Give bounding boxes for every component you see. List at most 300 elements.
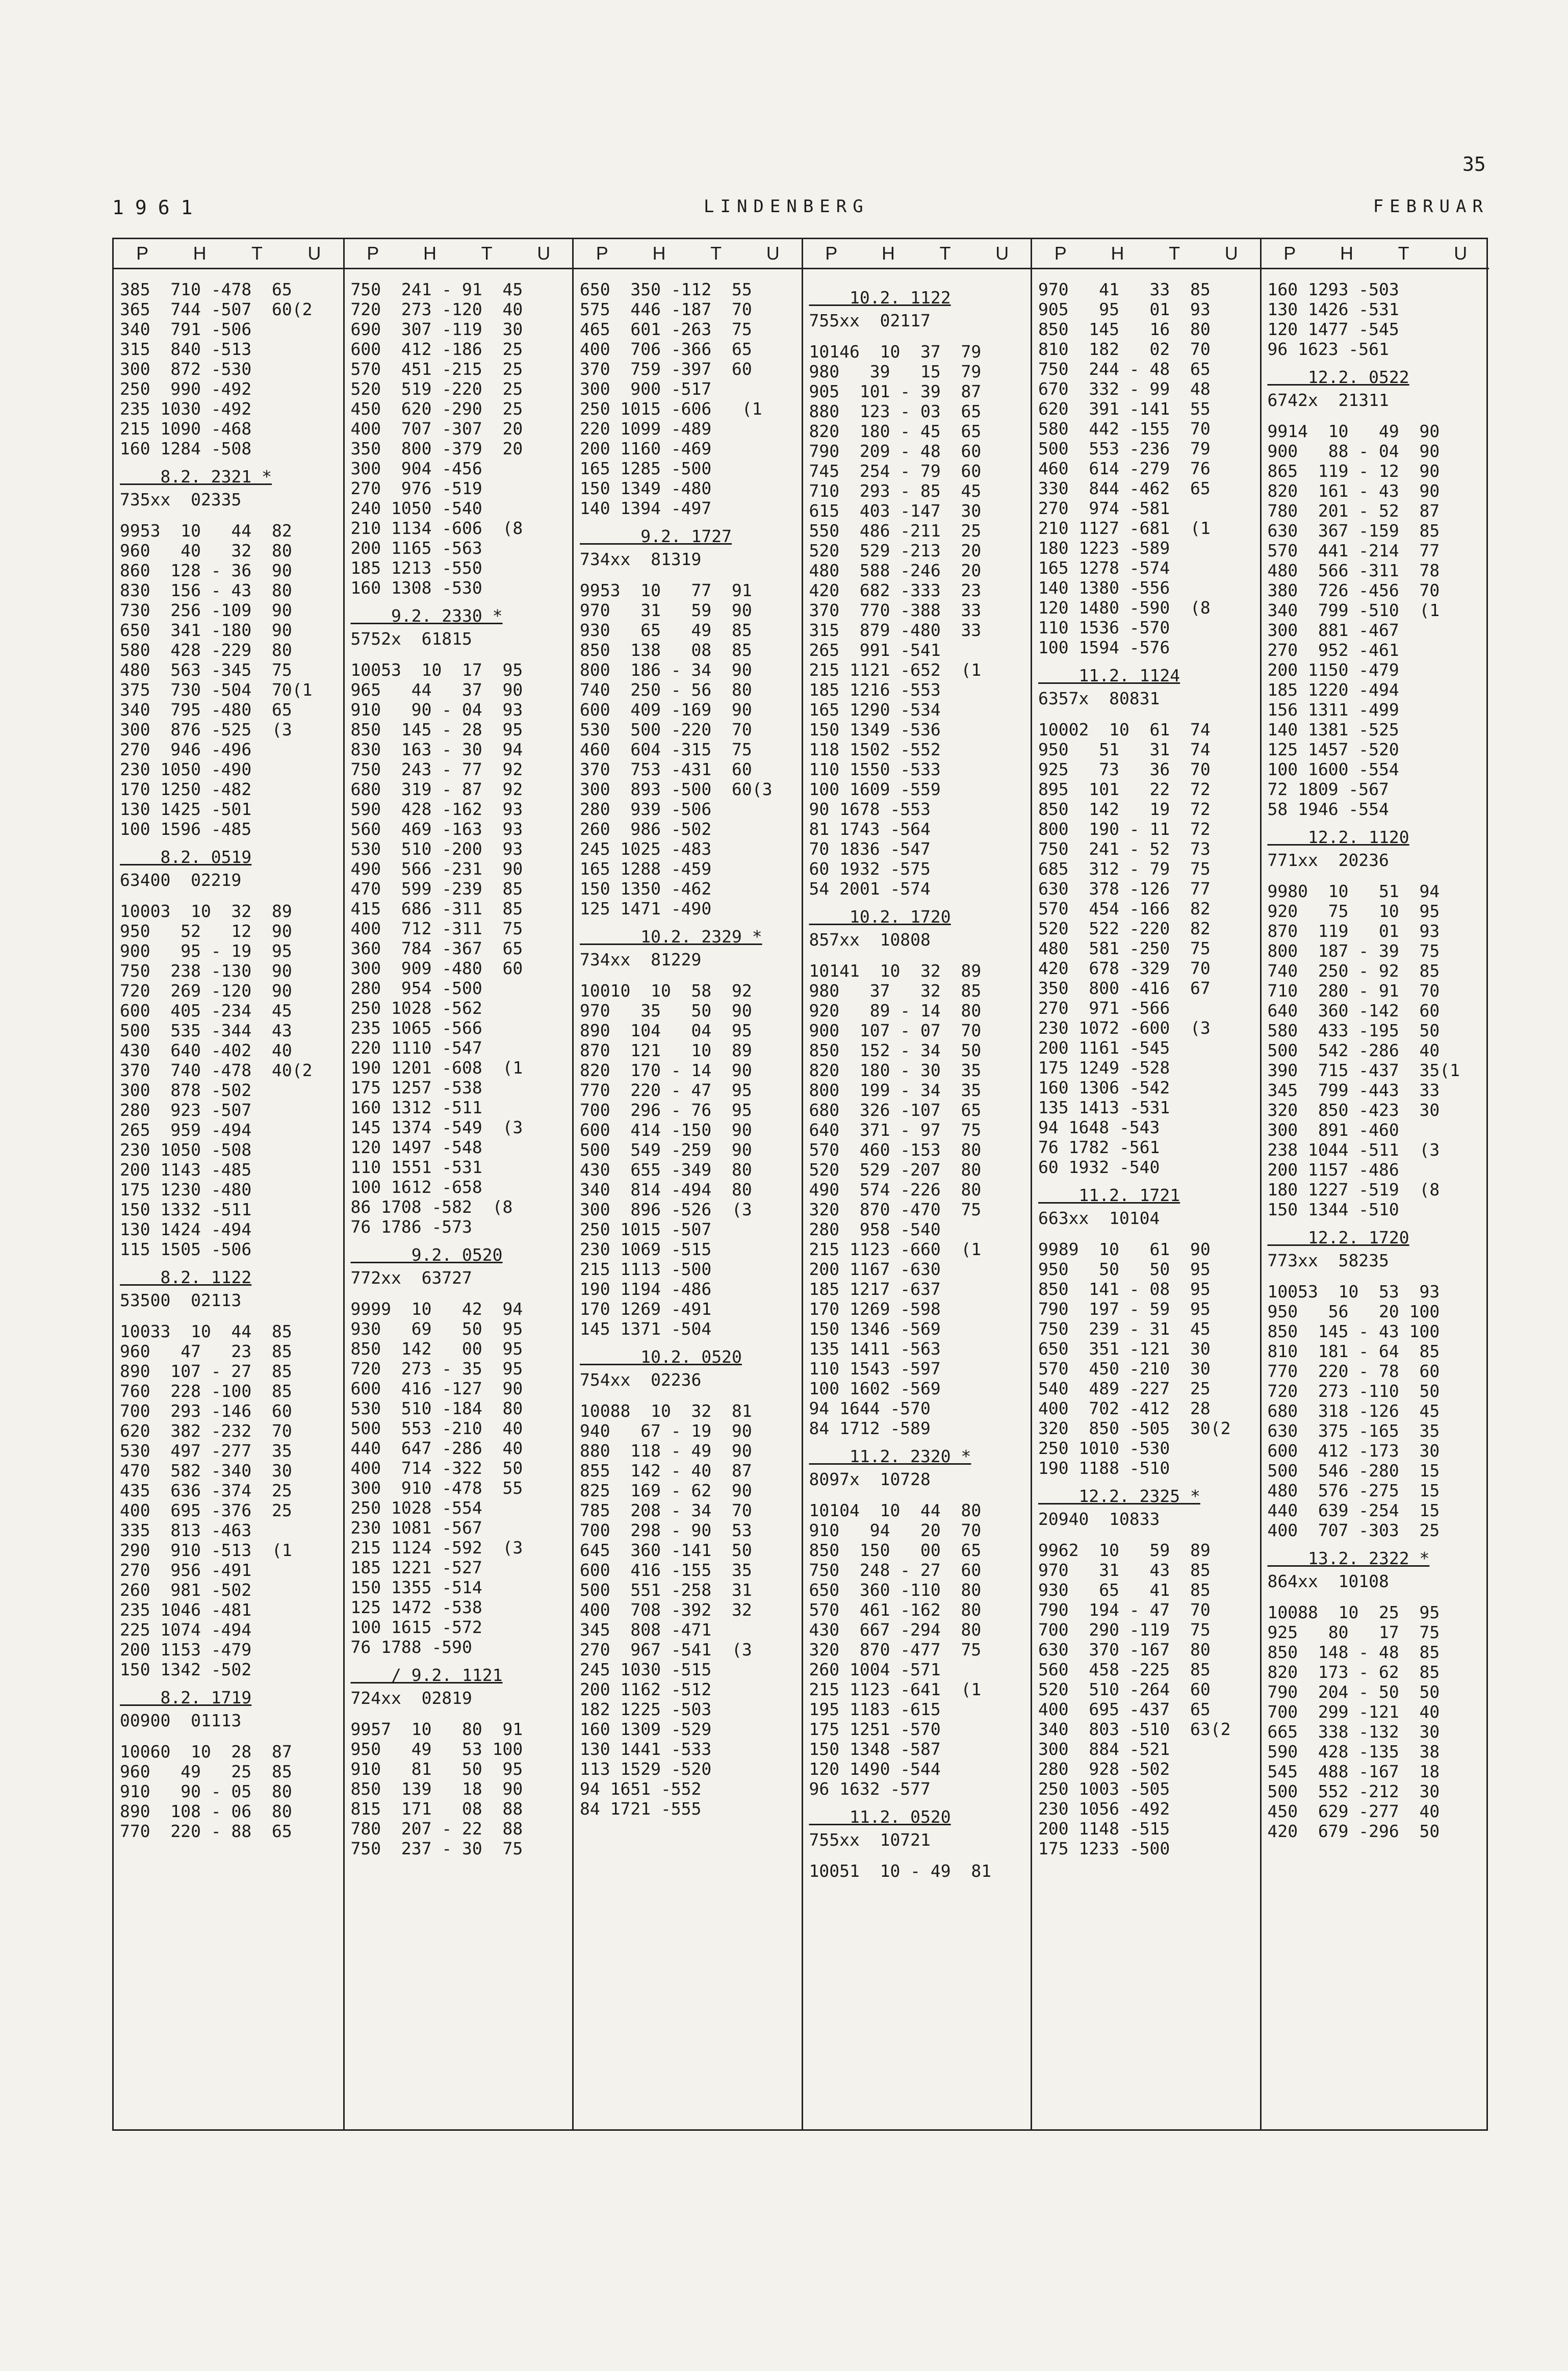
table-row: 500 553 -210 40 [350, 1418, 523, 1438]
table-row: 200 1157 -486 [1267, 1160, 1399, 1180]
table-row: 315 879 -480 33 [809, 620, 982, 640]
sounding-title: / 9.2. 1121 [350, 1665, 503, 1685]
table-row: 850 141 - 08 95 [1038, 1279, 1211, 1299]
table-row: 250 1028 -554 [350, 1498, 482, 1518]
sounding-title: 10.2. 1122 [809, 288, 951, 308]
table-row: 9957 10 80 91 [350, 1719, 523, 1739]
sounding-station-code: 864xx 10108 [1267, 1571, 1389, 1591]
table-row: 94 1651 -552 [580, 1779, 702, 1799]
table-row: 850 145 - 28 95 [350, 720, 523, 740]
column-header-label: U [995, 243, 1009, 264]
table-row: 300 909 -480 60 [350, 958, 523, 978]
column-header-label: H [1340, 243, 1353, 264]
table-row: 10003 10 32 89 [120, 901, 292, 921]
column-body [803, 269, 1031, 1881]
table-row: 850 138 08 85 [580, 640, 752, 660]
column-header [803, 239, 1031, 269]
sounding-block [351, 279, 573, 598]
table-row: 860 128 - 36 90 [120, 560, 292, 580]
table-row: 220 1099 -489 [580, 419, 712, 439]
table-row: 520 522 -220 82 [1038, 919, 1211, 938]
table-row: 10060 10 28 87 [120, 1742, 292, 1762]
table-row: 950 52 12 90 [120, 921, 292, 941]
table-row: 210 1127 -681 (1 [1038, 518, 1211, 538]
table-row: 390 715 -437 35(1 [1267, 1060, 1460, 1080]
table-row: 10146 10 37 79 [809, 342, 982, 362]
table-row: 9962 10 59 89 [1038, 1540, 1211, 1560]
column-header-label: U [1454, 243, 1468, 264]
table-row: 10053 10 53 93 [1267, 1282, 1440, 1302]
table-row: 58 1946 -554 [1267, 799, 1389, 819]
table-row: 230 1056 -492 [1038, 1799, 1170, 1819]
table-row: 440 647 -286 40 [350, 1438, 523, 1458]
table-row: 685 312 - 79 75 [1038, 859, 1211, 879]
table-row: 300 904 -456 [350, 458, 482, 478]
table-row: 94 1644 -570 [809, 1398, 931, 1418]
column-header-label: T [481, 243, 493, 264]
table-row: 400 707 -303 25 [1267, 1520, 1440, 1540]
table-row: 320 870 -477 75 [809, 1640, 982, 1660]
table-row: 980 37 32 85 [809, 981, 982, 1001]
column-header-label: T [939, 243, 951, 264]
table-row: 950 49 53 100 [350, 1739, 523, 1759]
table-row: 140 1380 -556 [1038, 578, 1170, 598]
table-row: 230 1050 -490 [120, 759, 252, 779]
table-row: 580 442 -155 70 [1038, 419, 1211, 439]
table-row: 182 1225 -503 [580, 1699, 712, 1719]
table-row: 200 1161 -545 [1038, 1038, 1170, 1058]
table-row: 76 1788 -590 [350, 1637, 472, 1657]
table-row: 200 1167 -630 [809, 1259, 941, 1279]
table-row: 215 1123 -660 (1 [809, 1239, 982, 1259]
table-row: 120 1497 -548 [350, 1137, 482, 1157]
table-row: 120 1480 -590 (8 [1038, 598, 1211, 618]
table-row: 960 47 23 85 [120, 1341, 292, 1361]
column-header-label: H [1111, 243, 1124, 264]
table-row: 300 884 -521 [1038, 1739, 1170, 1759]
table-row: 250 1003 -505 [1038, 1779, 1170, 1799]
table-row: 930 65 49 85 [580, 620, 752, 640]
table-row: 185 1217 -637 [809, 1279, 941, 1299]
table-row: 905 101 - 39 87 [809, 381, 982, 401]
column-header [1032, 239, 1260, 269]
column-header-label: U [537, 243, 551, 264]
table-row: 370 740 -478 40(2 [120, 1060, 313, 1080]
table-row: 790 204 - 50 50 [1267, 1682, 1440, 1702]
table-row: 76 1786 -573 [350, 1217, 472, 1237]
table-row: 420 678 -329 70 [1038, 958, 1211, 978]
sounding-title: 12.2. 2325 * [1038, 1486, 1200, 1506]
table-row: 300 910 -478 55 [350, 1478, 523, 1498]
column-header-label: P [1054, 243, 1067, 264]
table-row: 215 1124 -592 (3 [350, 1538, 523, 1558]
table-row: 270 967 -541 (3 [580, 1640, 752, 1660]
table-column [343, 239, 573, 2129]
sounding-title: 10.2. 0520 [580, 1347, 742, 1367]
table-row: 790 197 - 59 95 [1038, 1299, 1211, 1319]
column-header [574, 239, 802, 269]
table-row: 280 928 -502 [1038, 1759, 1170, 1779]
sounding-title: 8.2. 0519 [120, 847, 252, 867]
table-row: 320 870 -470 75 [809, 1200, 982, 1219]
table-row: 460 614 -279 76 [1038, 458, 1211, 478]
sounding-station-code: 754xx 02236 [580, 1370, 702, 1390]
table-row: 135 1413 -531 [1038, 1098, 1170, 1117]
table-row: 350 800 -379 20 [350, 439, 523, 458]
table-row: 110 1543 -597 [809, 1359, 941, 1379]
table-row: 770 220 - 78 60 [1267, 1361, 1440, 1381]
table-row: 800 190 - 11 72 [1038, 819, 1211, 839]
table-row: 880 123 - 03 65 [809, 401, 982, 421]
table-row: 225 1074 -494 [120, 1620, 252, 1640]
table-row: 190 1194 -486 [580, 1279, 712, 1299]
table-row: 560 469 -163 93 [350, 819, 523, 839]
table-row: 750 241 - 52 73 [1038, 839, 1211, 859]
table-row: 820 180 - 30 35 [809, 1060, 982, 1080]
table-row: 300 893 -500 60(3 [580, 779, 773, 799]
column-header-label: P [136, 243, 149, 264]
sounding-block [1038, 279, 1260, 657]
table-row: 200 1162 -512 [580, 1679, 712, 1699]
table-row: 260 981 -502 [120, 1580, 252, 1600]
table-row: 620 382 -232 70 [120, 1421, 292, 1441]
table-row: 300 896 -526 (3 [580, 1200, 752, 1219]
table-row: 175 1257 -538 [350, 1078, 482, 1098]
table-row: 9980 10 51 94 [1267, 881, 1440, 901]
table-row: 96 1623 -561 [1267, 339, 1389, 359]
table-row: 870 119 01 93 [1267, 921, 1440, 941]
table-row: 340 803 -510 63(2 [1038, 1719, 1231, 1739]
table-row: 590 428 -135 38 [1267, 1742, 1440, 1762]
table-row: 185 1220 -494 [1267, 680, 1399, 700]
table-row: 280 954 -500 [350, 978, 482, 998]
table-row: 750 248 - 27 60 [809, 1560, 982, 1580]
table-row: 200 1153 -479 [120, 1640, 252, 1660]
table-row: 140 1394 -497 [580, 498, 712, 518]
sounding-title: 10.2. 1720 [809, 907, 951, 927]
sounding-station-code: 53500 02113 [120, 1290, 242, 1310]
table-row: 230 1050 -508 [120, 1140, 252, 1160]
table-row: 470 582 -340 30 [120, 1461, 292, 1481]
table-row: 340 799 -510 (1 [1267, 600, 1440, 620]
table-row: 96 1632 -577 [809, 1779, 931, 1799]
table-row: 110 1536 -570 [1038, 618, 1170, 638]
table-row: 920 75 10 95 [1267, 901, 1440, 921]
sounding-station-code: 663xx 10104 [1038, 1208, 1160, 1228]
sounding-block [809, 286, 1031, 899]
table-row: 320 850 -423 30 [1267, 1100, 1440, 1120]
table-row: 500 553 -236 79 [1038, 439, 1211, 458]
table-row: 120 1477 -545 [1267, 319, 1399, 339]
table-row: 820 173 - 62 85 [1267, 1662, 1440, 1682]
sounding-title: 10.2. 2329 * [580, 927, 762, 947]
sounding-station-code: 20940 10833 [1038, 1509, 1160, 1529]
table-row: 380 726 -456 70 [1267, 580, 1440, 600]
table-row: 570 461 -162 80 [809, 1600, 982, 1620]
table-row: 785 208 - 34 70 [580, 1500, 752, 1520]
table-row: 820 161 - 43 90 [1267, 481, 1440, 501]
table-column [572, 239, 802, 2129]
table-row: 800 186 - 34 90 [580, 660, 752, 680]
table-row: 400 695 -376 25 [120, 1500, 292, 1520]
table-row: 245 1030 -515 [580, 1660, 712, 1679]
table-row: 110 1550 -533 [809, 759, 941, 779]
table-row: 175 1233 -500 [1038, 1839, 1170, 1858]
sounding-block [351, 1663, 573, 1858]
table-row: 345 799 -443 33 [1267, 1080, 1440, 1100]
sounding-block [120, 845, 343, 1259]
column-header-label: P [596, 243, 608, 264]
table-row: 480 588 -246 20 [809, 560, 982, 580]
table-row: 925 73 36 70 [1038, 759, 1211, 779]
sounding-title: 12.2. 0522 [1267, 367, 1409, 387]
table-row: 150 1349 -480 [580, 478, 712, 498]
table-row: 850 142 00 95 [350, 1339, 523, 1359]
table-row: 118 1502 -552 [809, 740, 941, 759]
table-row: 590 428 -162 93 [350, 799, 523, 819]
table-row: 200 1143 -485 [120, 1160, 252, 1180]
sounding-station-code: 771xx 20236 [1267, 850, 1389, 870]
table-row: 620 391 -141 55 [1038, 399, 1211, 419]
table-row: 970 31 59 90 [580, 600, 752, 620]
table-row: 550 486 -211 25 [809, 521, 982, 541]
table-row: 650 350 -112 55 [580, 279, 752, 299]
table-row: 480 563 -345 75 [120, 660, 292, 680]
table-row: 175 1251 -570 [809, 1719, 941, 1739]
column-header-label: H [652, 243, 666, 264]
sounding-station-code: 734xx 81229 [580, 950, 702, 970]
table-row: 290 910 -513 (1 [120, 1540, 292, 1560]
table-row: 150 1344 -510 [1267, 1200, 1399, 1219]
table-row: 10104 10 44 80 [809, 1500, 982, 1520]
table-row: 430 655 -349 80 [580, 1160, 752, 1180]
table-row: 330 844 -462 65 [1038, 478, 1211, 498]
page-number: 35 [1462, 153, 1486, 175]
sounding-block [1038, 1183, 1260, 1478]
table-row: 750 238 -130 90 [120, 961, 292, 981]
table-row: 960 40 32 80 [120, 541, 292, 560]
sounding-title: 9.2. 2330 * [350, 606, 503, 626]
table-row: 520 529 -207 80 [809, 1160, 982, 1180]
table-row: 800 199 - 34 35 [809, 1080, 982, 1100]
table-row: 100 1600 -554 [1267, 759, 1399, 779]
table-row: 480 566 -311 78 [1267, 560, 1440, 580]
table-row: 300 878 -502 [120, 1080, 252, 1100]
column-header-label: T [1398, 243, 1409, 264]
table-row: 185 1213 -550 [350, 558, 482, 578]
table-row: 435 636 -374 25 [120, 1481, 292, 1500]
table-row: 890 108 - 06 80 [120, 1801, 292, 1821]
table-row: 270 956 -491 [120, 1560, 252, 1580]
table-row: 545 488 -167 18 [1267, 1762, 1440, 1781]
sounding-station-code: 8097x 10728 [809, 1469, 931, 1489]
table-row: 156 1311 -499 [1267, 700, 1399, 720]
table-row: 84 1721 -555 [580, 1799, 702, 1819]
table-row: 385 710 -478 65 [120, 279, 292, 299]
sounding-station-code: 724xx 02819 [350, 1688, 472, 1708]
column-header-label: T [1169, 243, 1180, 264]
table-row: 850 139 18 90 [350, 1779, 523, 1799]
table-row: 920 89 - 14 80 [809, 1001, 982, 1021]
table-row: 720 273 -110 50 [1267, 1381, 1440, 1401]
table-row: 690 307 -119 30 [350, 319, 523, 339]
table-row: 740 250 - 92 85 [1267, 961, 1440, 981]
table-row: 910 90 - 05 80 [120, 1781, 292, 1801]
sounding-block [580, 925, 802, 1339]
table-row: 10088 10 25 95 [1267, 1602, 1440, 1622]
column-header-label: U [1224, 243, 1238, 264]
table-row: 500 551 -258 31 [580, 1580, 752, 1600]
table-row: 810 181 - 64 85 [1267, 1341, 1440, 1361]
table-row: 76 1782 -561 [1038, 1137, 1160, 1157]
table-row: 520 519 -220 25 [350, 379, 523, 399]
column-header-label: H [881, 243, 895, 264]
sounding-station-code: 00900 01113 [120, 1711, 242, 1730]
sounding-title: 13.2. 2322 * [1267, 1548, 1430, 1568]
sounding-block [351, 604, 573, 1237]
table-row: 140 1381 -525 [1267, 720, 1399, 740]
table-row: 10053 10 17 95 [350, 660, 523, 680]
sounding-station-code: 6742x 21311 [1267, 390, 1389, 410]
table-row: 670 332 - 99 48 [1038, 379, 1211, 399]
table-row: 10033 10 44 85 [120, 1321, 292, 1341]
table-row: 270 974 -581 [1038, 498, 1170, 518]
table-row: 300 900 -517 [580, 379, 712, 399]
table-row: 830 156 - 43 80 [120, 580, 292, 600]
column-header-label: P [1283, 243, 1296, 264]
table-row: 190 1188 -510 [1038, 1458, 1170, 1478]
sounding-station-code: 755xx 10721 [809, 1830, 931, 1850]
table-row: 250 990 -492 [120, 379, 252, 399]
table-row: 570 451 -215 25 [350, 359, 523, 379]
column-body [574, 269, 802, 1819]
table-row: 260 986 -502 [580, 819, 712, 839]
table-row: 490 574 -226 80 [809, 1180, 982, 1200]
column-header [114, 239, 343, 269]
table-row: 190 1201 -608 (1 [350, 1058, 523, 1078]
table-row: 400 706 -366 65 [580, 339, 752, 359]
sounding-table [112, 238, 1488, 2131]
table-row: 680 318 -126 45 [1267, 1401, 1440, 1421]
table-row: 800 187 - 39 75 [1267, 941, 1440, 961]
sounding-title: 11.2. 0520 [809, 1807, 951, 1827]
table-row: 113 1529 -520 [580, 1759, 712, 1779]
table-row: 9914 10 49 90 [1267, 421, 1440, 441]
sounding-station-code: 755xx 02117 [809, 311, 931, 330]
table-row: 850 148 - 48 85 [1267, 1642, 1440, 1662]
table-row: 170 1250 -482 [120, 779, 252, 799]
table-row: 530 497 -277 35 [120, 1441, 292, 1461]
table-row: 570 454 -166 82 [1038, 899, 1211, 919]
table-row: 265 959 -494 [120, 1120, 252, 1140]
sounding-block [809, 1444, 1031, 1799]
table-row: 72 1809 -567 [1267, 779, 1389, 799]
table-row: 460 604 -315 75 [580, 740, 752, 759]
table-row: 700 296 - 76 95 [580, 1100, 752, 1120]
sounding-block [120, 1265, 343, 1679]
table-row: 100 1602 -569 [809, 1379, 941, 1398]
table-row: 500 552 -212 30 [1267, 1781, 1440, 1801]
table-row: 600 412 -186 25 [350, 339, 523, 359]
sounding-station-code: 735xx 02335 [120, 490, 242, 509]
table-row: 375 730 -504 70(1 [120, 680, 313, 700]
table-row: 480 581 -250 75 [1038, 938, 1211, 958]
table-row: 360 784 -367 65 [350, 938, 523, 958]
table-row: 810 182 02 70 [1038, 339, 1211, 359]
table-row: 575 446 -187 70 [580, 299, 752, 319]
table-row: 110 1551 -531 [350, 1157, 482, 1177]
table-row: 125 1472 -538 [350, 1597, 482, 1617]
table-row: 160 1312 -511 [350, 1098, 482, 1117]
table-row: 185 1216 -553 [809, 680, 941, 700]
table-row: 600 414 -150 90 [580, 1120, 752, 1140]
table-row: 490 566 -231 90 [350, 859, 523, 879]
table-row: 150 1342 -502 [120, 1660, 252, 1679]
table-row: 970 35 50 90 [580, 1001, 752, 1021]
table-row: 180 1227 -519 (8 [1267, 1180, 1440, 1200]
table-row: 905 95 01 93 [1038, 299, 1211, 319]
table-row: 86 1708 -582 (8 [350, 1197, 513, 1217]
table-row: 160 1293 -503 [1267, 279, 1399, 299]
table-row: 160 1309 -529 [580, 1719, 712, 1739]
table-row: 950 51 31 74 [1038, 740, 1211, 759]
table-row: 430 640 -402 40 [120, 1040, 292, 1060]
table-row: 84 1712 -589 [809, 1418, 931, 1438]
column-body [1032, 269, 1260, 1858]
table-row: 160 1308 -530 [350, 578, 482, 598]
sounding-block [1268, 365, 1489, 819]
sounding-block [1038, 664, 1260, 1177]
page-header [112, 196, 1489, 222]
table-row: 120 1490 -544 [809, 1759, 941, 1779]
table-row: 700 293 -146 60 [120, 1401, 292, 1421]
table-row: 300 872 -530 [120, 359, 252, 379]
table-row: 145 1371 -504 [580, 1319, 712, 1339]
table-row: 500 549 -259 90 [580, 1140, 752, 1160]
table-row: 710 280 - 91 70 [1267, 981, 1440, 1001]
table-row: 480 576 -275 15 [1267, 1481, 1440, 1500]
column-body [345, 269, 573, 1858]
table-row: 730 256 -109 90 [120, 600, 292, 620]
sounding-title: 11.2. 2320 * [809, 1446, 971, 1466]
sounding-title: 8.2. 1122 [120, 1267, 252, 1287]
table-row: 630 370 -167 80 [1038, 1640, 1211, 1660]
column-body [1262, 269, 1489, 1841]
table-row: 130 1426 -531 [1267, 299, 1399, 319]
table-row: 910 94 20 70 [809, 1520, 982, 1540]
header-month: FEBRUAR [1373, 196, 1489, 217]
table-row: 370 770 -388 33 [809, 600, 982, 620]
table-row: 9953 10 77 91 [580, 580, 752, 600]
table-row: 680 326 -107 65 [809, 1100, 982, 1120]
table-row: 780 207 - 22 88 [350, 1819, 523, 1839]
table-row: 700 299 -121 40 [1267, 1702, 1440, 1722]
table-row: 10002 10 61 74 [1038, 720, 1211, 740]
table-row: 650 341 -180 90 [120, 620, 292, 640]
table-column [114, 239, 343, 2129]
table-row: 335 813 -463 [120, 1520, 252, 1540]
table-row: 850 145 - 43 100 [1267, 1321, 1440, 1341]
table-row: 9989 10 61 90 [1038, 1239, 1211, 1259]
sounding-block [1268, 825, 1489, 1219]
sounding-block [580, 524, 802, 919]
table-row: 300 891 -460 [1267, 1120, 1399, 1140]
table-row: 160 1284 -508 [120, 439, 252, 458]
table-row: 630 378 -126 77 [1038, 879, 1211, 899]
table-row: 260 1004 -571 [809, 1660, 941, 1679]
table-row: 365 744 -507 60(2 [120, 299, 313, 319]
table-row: 530 510 -184 80 [350, 1398, 523, 1418]
